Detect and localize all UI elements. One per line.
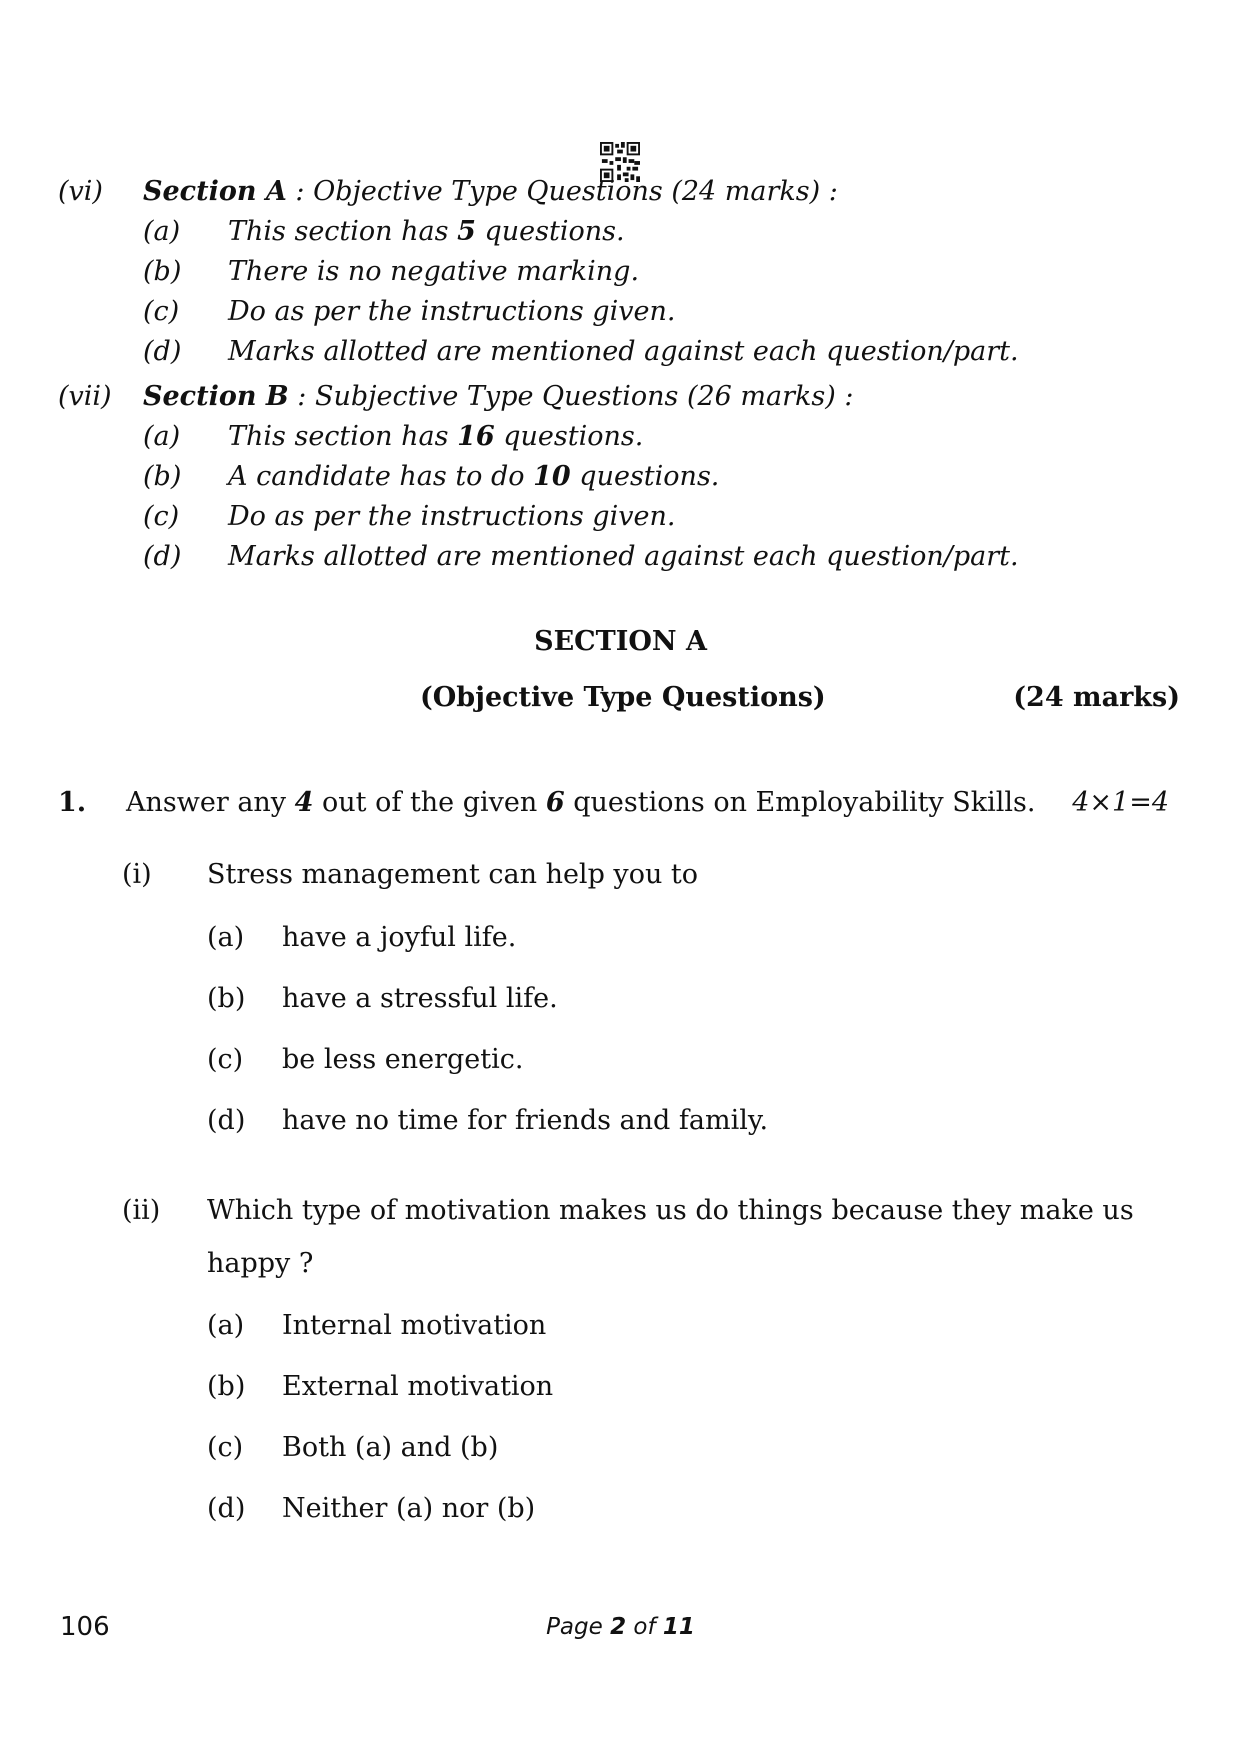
instruction-number: (vii)	[58, 381, 112, 412]
option-label: (d)	[207, 1105, 246, 1136]
instruction-item-label: (b)	[143, 256, 182, 287]
section-label: Section A	[143, 176, 287, 207]
option-text: Neither (a) nor (b)	[282, 1493, 536, 1524]
text-part: A candidate has to do	[228, 461, 534, 492]
instruction-item-text: Do as per the instructions given.	[228, 296, 676, 327]
question-marks: 4×1=4	[1072, 787, 1169, 818]
page-of: of	[626, 1614, 663, 1640]
instruction-item-label: (a)	[143, 421, 181, 452]
option-label: (c)	[207, 1432, 244, 1463]
text-part: questions.	[475, 216, 625, 247]
heading-separator: :	[286, 176, 314, 207]
subquestion-text: Stress management can help you to	[207, 859, 699, 890]
option-label: (a)	[207, 922, 245, 953]
question-number: 1.	[58, 787, 87, 818]
emphasis-number: 5	[457, 216, 476, 247]
instruction-item-text	[228, 421, 643, 452]
instruction-item-label: (a)	[143, 216, 181, 247]
instruction-item-text	[228, 461, 719, 492]
instruction-item-label: (b)	[143, 461, 182, 492]
option-text: have a joyful life.	[282, 922, 517, 953]
page-total: 11	[662, 1614, 695, 1640]
text-part: This section has	[228, 216, 458, 247]
emphasis-number: 16	[457, 421, 495, 452]
section-subtitle: (Objective Type Questions)	[420, 682, 826, 713]
instruction-heading	[143, 381, 853, 412]
instruction-item-text: There is no negative marking.	[228, 256, 640, 287]
subquestion-label: (ii)	[122, 1195, 161, 1226]
page-indicator	[0, 1614, 1241, 1640]
section-title: SECTION A	[534, 626, 707, 657]
instruction-item-label: (c)	[143, 501, 180, 532]
section-description: Subjective Type Questions (26 marks) :	[314, 381, 854, 412]
option-text: Internal motivation	[282, 1310, 547, 1341]
heading-separator: :	[288, 381, 315, 412]
text-part: questions.	[570, 461, 720, 492]
emphasis-number: 10	[533, 461, 571, 492]
option-label: (c)	[207, 1044, 244, 1075]
text-part: Answer any	[126, 787, 295, 818]
option-label: (b)	[207, 1371, 246, 1402]
instruction-item-label: (d)	[143, 541, 182, 572]
instruction-item-text: Marks allotted are mentioned against each question/part.	[228, 541, 1019, 572]
option-text: be less energetic.	[282, 1044, 524, 1075]
subquestion-text: Which type of motivation makes us do things because they make us	[207, 1195, 1134, 1226]
instruction-item-text: Do as per the instructions given.	[228, 501, 676, 532]
emphasis-number: 6	[545, 787, 565, 818]
option-label: (d)	[207, 1493, 246, 1524]
option-text: Both (a) and (b)	[282, 1432, 499, 1463]
emphasis-number: 4	[294, 787, 314, 818]
text-part: questions.	[494, 421, 644, 452]
section-description: Objective Type Questions (24 marks) :	[313, 176, 838, 207]
text-part: questions on Employability Skills.	[564, 787, 1036, 818]
question-text	[126, 787, 1035, 818]
instruction-heading	[143, 176, 838, 207]
subquestion-text-continued: happy ?	[207, 1248, 314, 1279]
instruction-item-text	[228, 216, 625, 247]
option-label: (a)	[207, 1310, 245, 1341]
page-current: 2	[610, 1614, 627, 1640]
text-part: out of the given	[313, 787, 546, 818]
instruction-item-label: (c)	[143, 296, 180, 327]
option-text: have no time for friends and family.	[282, 1105, 769, 1136]
subquestion-label: (i)	[122, 859, 152, 890]
section-label: Section B	[143, 381, 289, 412]
page-prefix: Page	[546, 1614, 611, 1640]
section-marks: (24 marks)	[1013, 682, 1180, 713]
option-text: have a stressful life.	[282, 983, 558, 1014]
text-part: This section has	[228, 421, 458, 452]
option-label: (b)	[207, 983, 246, 1014]
instruction-number: (vi)	[58, 176, 103, 207]
instruction-item-text: Marks allotted are mentioned against each question/part.	[228, 336, 1019, 367]
option-text: External motivation	[282, 1371, 554, 1402]
instruction-item-label: (d)	[143, 336, 182, 367]
paper-code: 106	[60, 1612, 110, 1642]
